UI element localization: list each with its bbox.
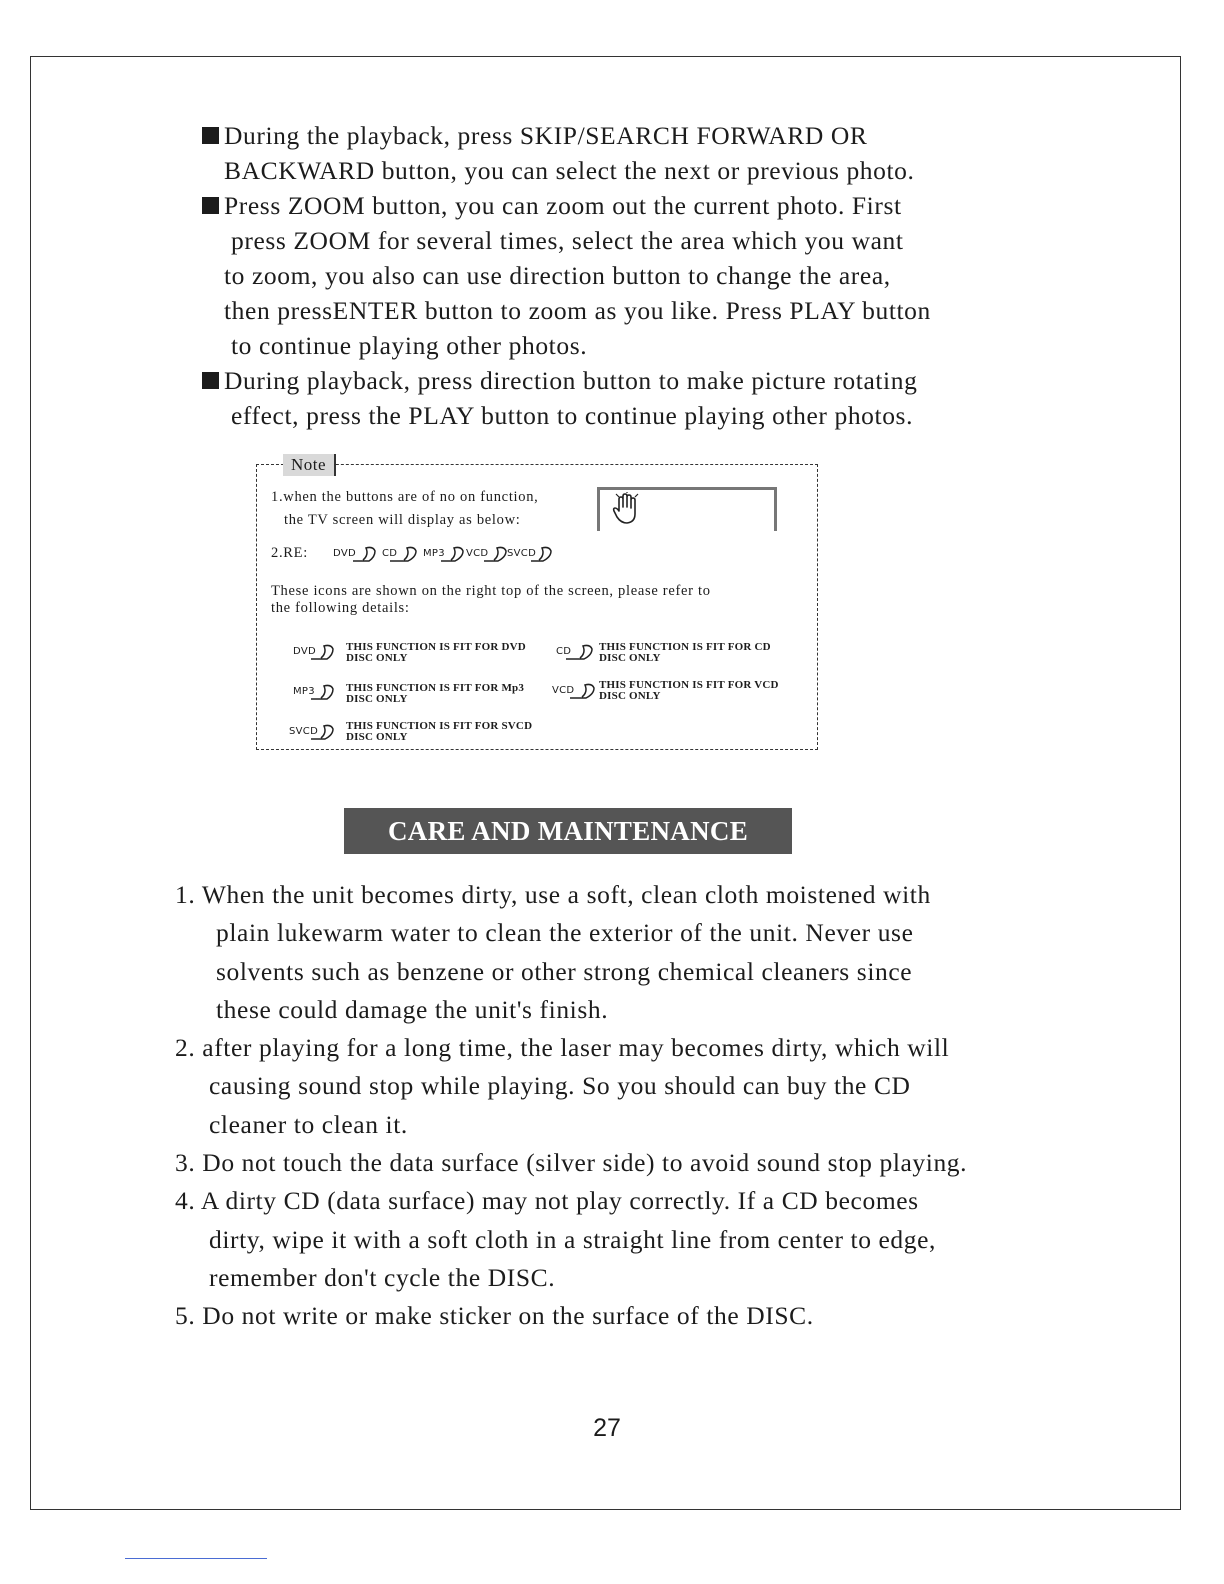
note-box xyxy=(256,455,818,750)
bullet-line: BACKWARD button, you can select the next or previous photo. xyxy=(224,156,915,185)
legend-text-line: THIS FUNCTION IS FIT FOR CD xyxy=(599,641,771,653)
legend-badge-label: CD xyxy=(556,646,572,657)
legend-text-line: DISC ONLY xyxy=(346,652,408,664)
black-square-icon xyxy=(202,127,219,144)
note-label: Note xyxy=(283,454,336,476)
bullet-line: to zoom, you also can use direction button to change the area, xyxy=(224,261,891,290)
bullet-line: effect, press the PLAY button to continue playing other photos. xyxy=(231,401,914,430)
legend-badge-mp3 xyxy=(293,683,337,705)
legend-badge-cd xyxy=(556,643,598,665)
black-square-icon xyxy=(202,197,219,214)
icons-description-line: the following details: xyxy=(271,600,410,616)
care-line: these could damage the unit's finish. xyxy=(216,994,609,1024)
re-badge-label: DVD xyxy=(333,548,356,559)
care-item xyxy=(175,1029,1055,1144)
bullet-item xyxy=(200,363,1020,433)
note-item-1-line: the TV screen will display as below: xyxy=(284,512,521,528)
re-badge-label: SVCD xyxy=(507,548,537,559)
re-badge-label: MP3 xyxy=(423,548,445,559)
care-item xyxy=(175,1144,1055,1182)
legend-text-line: DISC ONLY xyxy=(346,693,408,705)
re-badge-vcd xyxy=(466,545,510,567)
re-badge-cd xyxy=(382,545,422,567)
care-line: 5. Do not write or make sticker on the surface of the DISC. xyxy=(175,1301,814,1331)
care-line: cleaner to clean it. xyxy=(209,1109,408,1139)
care-line: remember don't cycle the DISC. xyxy=(209,1262,556,1292)
bullet-line: Press ZOOM button, you can zoom out the current photo. First xyxy=(224,191,902,220)
legend-badge-label: MP3 xyxy=(293,686,315,697)
bullet-line: During playback, press direction button to make picture rotating xyxy=(224,366,918,395)
bullet-item xyxy=(200,188,1020,363)
re-badge-svcd xyxy=(507,545,553,567)
legend-text-line: THIS FUNCTION IS FIT FOR SVCD xyxy=(346,720,533,732)
legend-badge-vcd xyxy=(552,682,598,704)
bullet-list xyxy=(200,118,1020,433)
care-item xyxy=(175,1297,1055,1335)
re-badge-dvd xyxy=(333,545,379,567)
legend-text-line: THIS FUNCTION IS FIT FOR VCD xyxy=(599,679,779,691)
legend-text-line: DISC ONLY xyxy=(599,690,661,702)
bullet-line: During the playback, press SKIP/SEARCH FORWARD OR xyxy=(224,121,868,150)
section-title-banner: CARE AND MAINTENANCE xyxy=(344,808,792,854)
care-line: dirty, wipe it with a soft cloth in a straight line from center to edge, xyxy=(209,1224,937,1254)
care-item xyxy=(175,876,1055,1029)
legend-text-line: THIS FUNCTION IS FIT FOR DVD xyxy=(346,641,526,653)
icons-description-line: These icons are shown on the right top of the screen, please refer to xyxy=(271,583,711,599)
care-list xyxy=(175,876,1055,1336)
care-line: 1. When the unit becomes dirty, use a soft, clean cloth moistened with xyxy=(175,880,931,909)
bullet-line: to continue playing other photos. xyxy=(231,331,588,360)
re-badge-mp3 xyxy=(423,545,467,567)
care-line: 3. Do not touch the data surface (silver side) to avoid sound stop playing. xyxy=(175,1148,968,1178)
note-item-1-line: 1.when the buttons are of no on function, xyxy=(271,489,539,505)
footnote-rule xyxy=(125,1558,267,1559)
legend-text-line: DISC ONLY xyxy=(599,652,661,664)
note-item-2-label: 2.RE: xyxy=(271,545,308,561)
care-item xyxy=(175,1182,1055,1297)
bullet-item xyxy=(200,118,1020,188)
re-badge-label: CD xyxy=(382,548,398,559)
legend-badge-label: DVD xyxy=(293,646,316,657)
care-line: 2. after playing for a long time, the laser may becomes dirty, which will xyxy=(175,1033,950,1063)
bullet-line: then pressENTER button to zoom as you like. Press PLAY button xyxy=(224,296,931,325)
legend-badge-label: VCD xyxy=(552,685,575,696)
legend-badge-label: SVCD xyxy=(289,726,319,737)
re-badge-label: VCD xyxy=(466,548,489,559)
bullet-line: press ZOOM for several times, select the area which you want xyxy=(231,226,904,255)
care-line: 4. A dirty CD (data surface) may not play correctly. If a CD becomes xyxy=(175,1186,919,1216)
legend-text-line: THIS FUNCTION IS FIT FOR Mp3 xyxy=(346,682,525,694)
care-line: solvents such as benzene or other strong chemical cleaners since xyxy=(216,956,913,986)
legend-text-line: DISC ONLY xyxy=(346,731,408,743)
hand-icon xyxy=(612,492,642,526)
legend-badge-svcd xyxy=(289,723,335,745)
tv-screen-illustration xyxy=(597,487,777,531)
black-square-icon xyxy=(202,372,219,389)
legend-badge-dvd xyxy=(293,643,337,665)
care-line: plain lukewarm water to clean the exterior of the unit. Never use xyxy=(216,918,914,948)
page-number: 27 xyxy=(593,1414,621,1442)
care-line: causing sound stop while playing. So you should can buy the CD xyxy=(209,1071,911,1101)
